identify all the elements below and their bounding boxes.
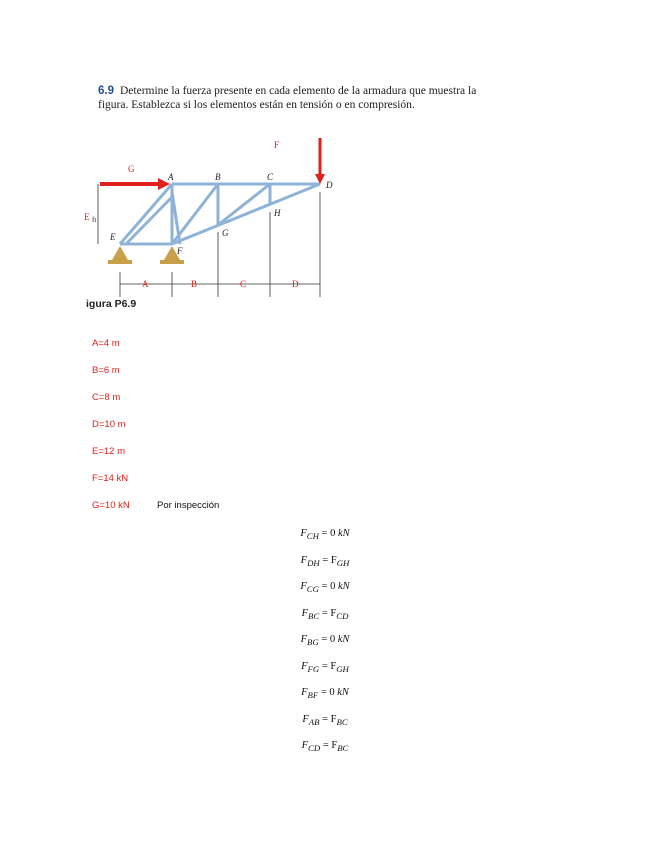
label-node-h: H [274, 208, 281, 218]
label-dim-c: C [240, 279, 247, 289]
equation-bg: $F_{BG} = 0$ kN [300, 634, 350, 648]
label-ft: ft [92, 216, 97, 224]
given-d: D=10 m [92, 419, 126, 430]
support-e [112, 246, 128, 260]
label-node-e: E [110, 232, 116, 242]
equation-cd: $F_{CD} = F_{BC}$ [301, 740, 349, 754]
supports [108, 246, 184, 264]
truss-members [120, 184, 320, 244]
equation-fg: $F_{FG} = F_{GH}$ [301, 660, 349, 674]
equation-dh: $F_{DH} = F_{GH}$ [300, 554, 350, 568]
given-g: G=10 kN [92, 500, 130, 511]
equation-bf: $F_{BF} = 0$ kN [301, 687, 349, 701]
member-ea [120, 184, 172, 244]
equation-cg: $F_{CG} = 0$ kN [300, 581, 350, 595]
problem-text: Determine la fuerza presente en cada elemento de la armadura que muestra la figura. Establezca si los elementos están en tensión o en compresión. [98, 85, 477, 111]
truss-figure [84, 132, 344, 302]
label-dim-e: E [84, 212, 90, 222]
label-load-g: G [128, 164, 135, 174]
given-e: E=12 m [92, 446, 126, 457]
problem-number: 6.9 [98, 85, 114, 97]
given-f: F=14 kN [92, 473, 129, 484]
inspection-note: Por inspección [157, 500, 220, 511]
label-node-a: A [168, 172, 174, 182]
label-node-c: C [267, 172, 274, 182]
member-gc [218, 184, 270, 225]
given-c: C=8 m [92, 392, 121, 403]
label-dim-d: D [292, 279, 299, 289]
label-load-f: F [274, 140, 280, 150]
member-inner-e [126, 197, 172, 244]
equation-bc: $F_{BC} = F_{CD}$ [301, 607, 349, 621]
label-node-b: B [215, 172, 221, 182]
equation-ab: $F_{AB} = F_{BC}$ [302, 713, 348, 727]
label-dim-b: B [191, 279, 198, 289]
figure-caption: igura P6.9 [86, 298, 137, 310]
label-node-d: D [326, 180, 333, 190]
equation-ch: $F_{CH} = 0$ kN [300, 528, 350, 542]
given-a: A=4 m [92, 338, 120, 349]
problem-statement [98, 84, 478, 112]
label-dim-a: A [142, 279, 149, 289]
label-node-f: F [177, 246, 183, 256]
given-b: B=6 m [92, 365, 120, 376]
label-node-g: G [222, 228, 229, 238]
